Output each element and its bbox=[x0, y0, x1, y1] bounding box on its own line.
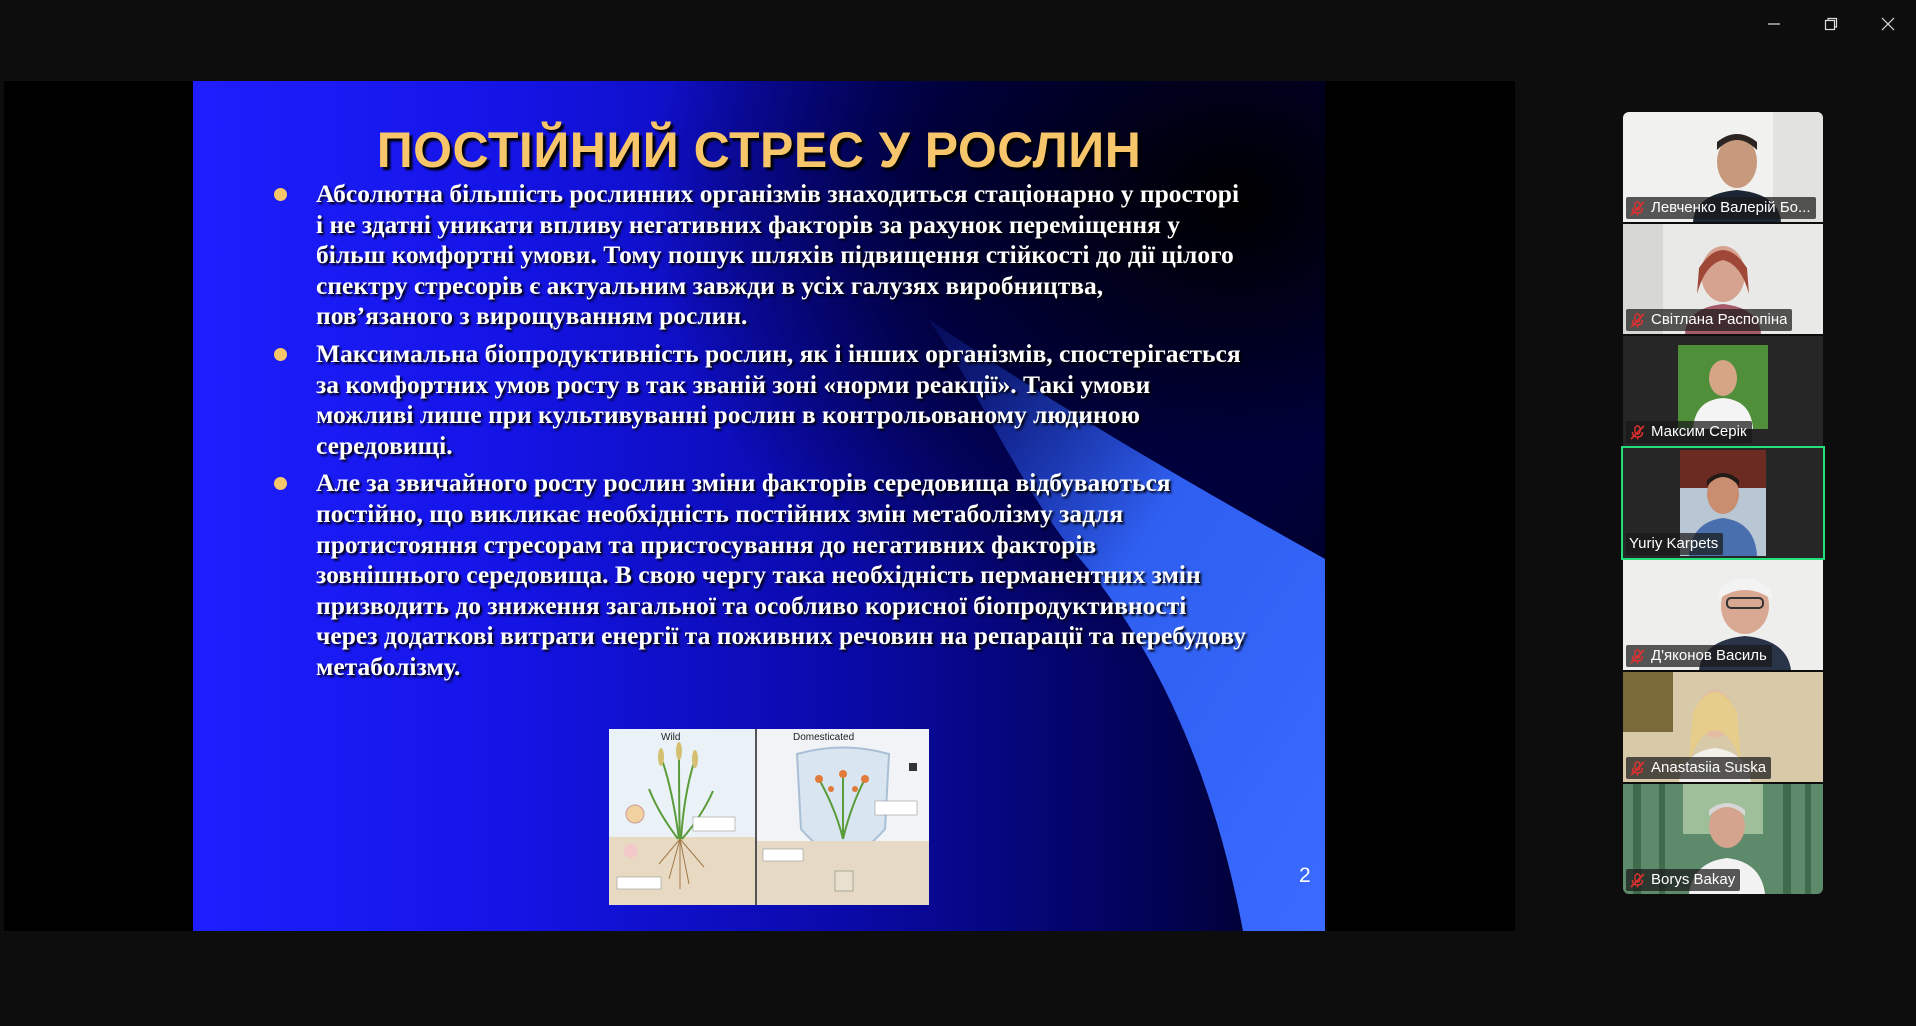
presentation-slide bbox=[193, 81, 1325, 931]
participant-name-tag bbox=[1626, 757, 1771, 779]
participant-name: Yuriy Karpets bbox=[1629, 535, 1719, 552]
participant-name-tag bbox=[1626, 197, 1816, 219]
mic-off-icon bbox=[1629, 760, 1646, 777]
participant-tile[interactable] bbox=[1623, 336, 1823, 446]
participant-tile[interactable] bbox=[1623, 784, 1823, 894]
minimize-button[interactable] bbox=[1745, 0, 1802, 48]
figure-domesticated-panel bbox=[757, 729, 929, 905]
participant-tile-active-speaker[interactable] bbox=[1623, 448, 1823, 558]
mic-off-icon bbox=[1629, 200, 1646, 217]
participant-name: Левченко Валерій Бо... bbox=[1651, 199, 1811, 216]
slide-page-number: 2 bbox=[1299, 864, 1311, 887]
slide-bullet bbox=[316, 179, 1246, 332]
slide-bullet-text: Максимальна біопродуктивність рослин, як і інших організмів, спостерігається за комфортних умов росту в так званій зоні «норми реакції». Такі умови можливі лише при культивуванні рослин в контрольованому людиною середовищі. bbox=[316, 338, 1241, 460]
close-button[interactable] bbox=[1859, 0, 1916, 48]
domesticated-plant-illustration bbox=[757, 729, 929, 905]
slide-bullet bbox=[316, 339, 1246, 461]
window-controls bbox=[1745, 0, 1916, 48]
participant-tile[interactable] bbox=[1623, 560, 1823, 670]
slide-bullet bbox=[316, 468, 1246, 682]
restore-button[interactable] bbox=[1802, 0, 1859, 48]
figure-domesticated-label: Domesticated bbox=[793, 732, 855, 743]
mic-off-icon bbox=[1629, 312, 1646, 329]
slide-bullet-text: Абсолютна більшість рослинних організмів знаходиться стаціонарно у просторі і не здатні уникати впливу негативних факторів за рахунок переміщення у більш комфортні умови. Тому пошук шляхів підвищення стійкості до дії цілого спектру стресорів є актуальним завжди в усіх галузях виробництва, пов’язаного з вирощуванням рослин. bbox=[316, 179, 1240, 331]
close-icon bbox=[1881, 17, 1895, 31]
participant-tile[interactable] bbox=[1623, 672, 1823, 782]
figure-wild-label: Wild bbox=[661, 732, 681, 743]
bullet-dot-icon bbox=[274, 348, 287, 361]
participant-name: Д'яконов Василь bbox=[1651, 647, 1767, 664]
figure-wild-panel bbox=[609, 729, 755, 905]
slide-title: ПОСТІЙНИЙ СТРЕС У РОСЛИН bbox=[376, 122, 1142, 178]
slide-bullet-text: Але за звичайного росту рослин зміни факторів середовища відбуваються постійно, що викликає необхідність постійних змін метаболізму задля протистояння стресорам та пристосування до негативних факторів зовнішнього середовища. В свою чергу така необхідність перманентних змін призводить до зниження загальної та особливо корисної біопродуктивності через додаткові витрати енергії та поживних речовин на репарації та перебудову метаболізму. bbox=[316, 468, 1246, 681]
participant-name: Borys Bakay bbox=[1651, 871, 1736, 888]
restore-icon bbox=[1824, 17, 1838, 31]
mic-off-icon bbox=[1629, 648, 1646, 665]
participant-name-tag bbox=[1626, 421, 1752, 443]
participant-name-tag bbox=[1626, 869, 1740, 891]
wild-plant-illustration bbox=[609, 729, 755, 905]
bullet-dot-icon bbox=[274, 188, 287, 201]
participant-name: Світлана Распопіна bbox=[1651, 311, 1788, 328]
participant-tile[interactable] bbox=[1623, 112, 1823, 222]
participant-name-tag bbox=[1626, 645, 1772, 667]
shared-screen[interactable] bbox=[4, 81, 1515, 931]
slide-bullet-list bbox=[316, 179, 1246, 690]
participant-name-tag bbox=[1626, 309, 1792, 331]
participant-name: Anastasiia Suska bbox=[1651, 759, 1767, 776]
wild-vs-domesticated-figure bbox=[609, 729, 929, 905]
mic-off-icon bbox=[1629, 872, 1646, 889]
participant-tile[interactable] bbox=[1623, 224, 1823, 334]
minimize-icon bbox=[1767, 17, 1781, 31]
participant-name: Максим Серік bbox=[1651, 423, 1747, 440]
participant-name-tag bbox=[1626, 533, 1723, 555]
mic-off-icon bbox=[1629, 424, 1646, 441]
